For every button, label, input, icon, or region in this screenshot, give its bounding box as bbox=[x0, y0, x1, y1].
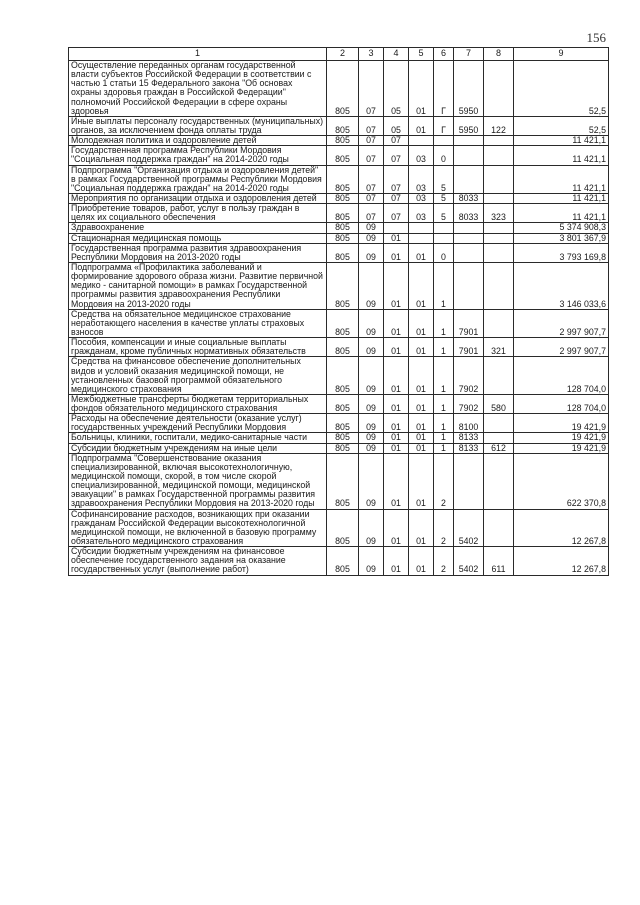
header-cell: 6 bbox=[434, 48, 454, 61]
code-cell bbox=[484, 309, 514, 337]
code-cell bbox=[434, 136, 454, 146]
code-cell: 01 bbox=[384, 443, 409, 453]
code-cell: 09 bbox=[359, 243, 384, 262]
code-cell: 01 bbox=[409, 414, 434, 433]
code-cell: 5402 bbox=[454, 509, 484, 547]
header-cell: 1 bbox=[69, 48, 327, 61]
code-cell: 01 bbox=[409, 509, 434, 547]
code-cell: 5950 bbox=[454, 61, 484, 117]
code-cell: 01 bbox=[384, 233, 409, 243]
code-cell: 09 bbox=[359, 233, 384, 243]
table-header-row bbox=[69, 48, 609, 61]
code-cell: 805 bbox=[327, 309, 359, 337]
amount-cell: 11 421,1 bbox=[514, 136, 609, 146]
code-cell bbox=[454, 233, 484, 243]
code-cell bbox=[484, 453, 514, 509]
amount-cell: 11 421,1 bbox=[514, 165, 609, 193]
table-row bbox=[69, 136, 609, 146]
code-cell: 01 bbox=[409, 357, 434, 395]
code-cell: 1 bbox=[434, 443, 454, 453]
code-cell bbox=[484, 146, 514, 165]
code-cell: 805 bbox=[327, 262, 359, 309]
table-row bbox=[69, 223, 609, 233]
code-cell: 01 bbox=[409, 309, 434, 337]
table-row bbox=[69, 165, 609, 193]
code-cell: 01 bbox=[409, 262, 434, 309]
code-cell: 07 bbox=[359, 165, 384, 193]
code-cell: 7901 bbox=[454, 309, 484, 337]
code-cell: Г bbox=[434, 61, 454, 117]
row-name-cell: Средства на обязательное медицинское страхование неработающего населения в качестве уплаты страховых взносов bbox=[69, 309, 327, 337]
table-row bbox=[69, 414, 609, 433]
code-cell: 805 bbox=[327, 116, 359, 135]
row-name-cell: Мероприятия по организации отдыха и оздоровления детей bbox=[69, 193, 327, 203]
code-cell: 8033 bbox=[454, 204, 484, 223]
code-cell bbox=[409, 223, 434, 233]
table-row bbox=[69, 547, 609, 575]
code-cell: 805 bbox=[327, 443, 359, 453]
table-row bbox=[69, 116, 609, 135]
code-cell: 805 bbox=[327, 547, 359, 575]
code-cell: 09 bbox=[359, 338, 384, 357]
code-cell bbox=[484, 193, 514, 203]
code-cell: 805 bbox=[327, 394, 359, 413]
code-cell: 01 bbox=[384, 394, 409, 413]
amount-cell: 52,5 bbox=[514, 61, 609, 117]
table-row bbox=[69, 204, 609, 223]
code-cell: 01 bbox=[384, 433, 409, 443]
code-cell: 805 bbox=[327, 433, 359, 443]
code-cell: 01 bbox=[384, 509, 409, 547]
code-cell: 805 bbox=[327, 338, 359, 357]
row-name-cell: Государственная программа Республики Мордовия "Социальная поддержка граждан" на 2014-2020 годы bbox=[69, 146, 327, 165]
row-name-cell: Подпрограмма «Профилактика заболеваний и формирование здорового образа жизни. Развитие первичной медико - санитарной помощи» в рамках Государственной программы развития здравоохранения Республики Мордовия на 2013-2020 годы bbox=[69, 262, 327, 309]
row-name-cell: Субсидии бюджетным учреждениям на финансовое обеспечение государственного задания на оказание государственных услуг (выполнение работ) bbox=[69, 547, 327, 575]
amount-cell: 12 267,8 bbox=[514, 509, 609, 547]
row-name-cell: Осуществление переданных органам государственной власти субъектов Российской Федерации в соответствии с частью 1 статьи 15 Федерального закона "Об основах охраны здоровья граждан в Российской Федерации" полномочий Российской Федерации в сфере охраны здоровья bbox=[69, 61, 327, 117]
amount-cell: 12 267,8 bbox=[514, 547, 609, 575]
code-cell: 805 bbox=[327, 243, 359, 262]
code-cell bbox=[484, 243, 514, 262]
code-cell: 05 bbox=[384, 61, 409, 117]
code-cell: 1 bbox=[434, 414, 454, 433]
code-cell: 09 bbox=[359, 223, 384, 233]
amount-cell: 3 801 367,9 bbox=[514, 233, 609, 243]
amount-cell: 128 704,0 bbox=[514, 357, 609, 395]
code-cell: 07 bbox=[384, 165, 409, 193]
code-cell: 1 bbox=[434, 357, 454, 395]
amount-cell: 3 793 169,8 bbox=[514, 243, 609, 262]
code-cell: 01 bbox=[384, 338, 409, 357]
code-cell: 07 bbox=[359, 61, 384, 117]
code-cell: 805 bbox=[327, 146, 359, 165]
code-cell bbox=[484, 433, 514, 443]
code-cell: 07 bbox=[384, 193, 409, 203]
code-cell: 09 bbox=[359, 443, 384, 453]
amount-cell: 19 421,9 bbox=[514, 414, 609, 433]
code-cell: 09 bbox=[359, 453, 384, 509]
table-row bbox=[69, 394, 609, 413]
row-name-cell: Софинансирование расходов, возникающих при оказании гражданам Российской Федерации высокотехнологичной медицинской помощи, не включенной в базовую программу обязательного медицинского страхования bbox=[69, 509, 327, 547]
code-cell: 03 bbox=[409, 204, 434, 223]
row-name-cell: Средства на финансовое обеспечение дополнительных видов и условий оказания медицинской помощи, не установленных базовой программой обязательного медицинского страхования bbox=[69, 357, 327, 395]
table-row bbox=[69, 453, 609, 509]
table-row bbox=[69, 433, 609, 443]
row-name-cell: Межбюджетные трансферты бюджетам территориальных фондов обязательного медицинского страхования bbox=[69, 394, 327, 413]
code-cell: 07 bbox=[359, 136, 384, 146]
code-cell: 1 bbox=[434, 309, 454, 337]
amount-cell: 622 370,8 bbox=[514, 453, 609, 509]
table-row bbox=[69, 233, 609, 243]
code-cell: 01 bbox=[409, 338, 434, 357]
code-cell: 8033 bbox=[454, 193, 484, 203]
amount-cell: 5 374 908,3 bbox=[514, 223, 609, 233]
code-cell: 122 bbox=[484, 116, 514, 135]
code-cell: 01 bbox=[384, 243, 409, 262]
code-cell: 7901 bbox=[454, 338, 484, 357]
amount-cell: 11 421,1 bbox=[514, 204, 609, 223]
code-cell: 805 bbox=[327, 136, 359, 146]
code-cell bbox=[409, 233, 434, 243]
code-cell: 805 bbox=[327, 233, 359, 243]
table-row bbox=[69, 146, 609, 165]
code-cell bbox=[484, 509, 514, 547]
code-cell: 01 bbox=[409, 394, 434, 413]
header-cell: 7 bbox=[454, 48, 484, 61]
code-cell: 09 bbox=[359, 509, 384, 547]
code-cell: 323 bbox=[484, 204, 514, 223]
page-number: 156 bbox=[586, 30, 606, 45]
row-name-cell: Подпрограмма "Совершенствование оказания специализированной, включая высокотехнологичную, медицинской помощи, скорой, в том числе скорой специализированной, медицинской помощи, медицинской эвакуации" в рамках Государственной программы развития здравоохранения Республики Мордовия на 2013-2020 годы bbox=[69, 453, 327, 509]
code-cell: 01 bbox=[384, 414, 409, 433]
code-cell: 07 bbox=[384, 136, 409, 146]
table-row bbox=[69, 509, 609, 547]
code-cell bbox=[454, 146, 484, 165]
header-cell: 4 bbox=[384, 48, 409, 61]
code-cell: 805 bbox=[327, 204, 359, 223]
code-cell: 01 bbox=[409, 453, 434, 509]
code-cell: 7902 bbox=[454, 394, 484, 413]
row-name-cell: Подпрограмма "Организация отдыха и оздоровления детей" в рамках Государственной программы Республики Мордовия "Социальная поддержка граждан" на 2014-2020 годы bbox=[69, 165, 327, 193]
code-cell: 09 bbox=[359, 262, 384, 309]
code-cell bbox=[484, 165, 514, 193]
code-cell: 0 bbox=[434, 146, 454, 165]
header-cell: 9 bbox=[514, 48, 609, 61]
amount-cell: 11 421,1 bbox=[514, 193, 609, 203]
row-name-cell: Пособия, компенсации и иные социальные выплаты гражданам, кроме публичных нормативных обязательств bbox=[69, 338, 327, 357]
code-cell: 01 bbox=[409, 116, 434, 135]
code-cell bbox=[484, 61, 514, 117]
code-cell: 5 bbox=[434, 193, 454, 203]
header-cell: 8 bbox=[484, 48, 514, 61]
table-row bbox=[69, 309, 609, 337]
code-cell bbox=[484, 357, 514, 395]
code-cell: 612 bbox=[484, 443, 514, 453]
code-cell: 07 bbox=[359, 146, 384, 165]
table-row bbox=[69, 443, 609, 453]
code-cell: 805 bbox=[327, 61, 359, 117]
code-cell: 09 bbox=[359, 414, 384, 433]
code-cell: 805 bbox=[327, 193, 359, 203]
code-cell: 01 bbox=[384, 547, 409, 575]
code-cell: 09 bbox=[359, 357, 384, 395]
code-cell: 09 bbox=[359, 547, 384, 575]
code-cell: 09 bbox=[359, 309, 384, 337]
code-cell: 07 bbox=[384, 204, 409, 223]
code-cell: 07 bbox=[384, 146, 409, 165]
header-cell: 5 bbox=[409, 48, 434, 61]
amount-cell: 19 421,9 bbox=[514, 443, 609, 453]
code-cell: 8100 bbox=[454, 414, 484, 433]
code-cell: 5402 bbox=[454, 547, 484, 575]
code-cell: 03 bbox=[409, 165, 434, 193]
code-cell: 5 bbox=[434, 204, 454, 223]
code-cell: 0 bbox=[434, 243, 454, 262]
row-name-cell: Расходы на обеспечение деятельности (оказание услуг) государственных учреждений Республики Мордовия bbox=[69, 414, 327, 433]
code-cell bbox=[454, 136, 484, 146]
code-cell: 1 bbox=[434, 338, 454, 357]
code-cell: 611 bbox=[484, 547, 514, 575]
code-cell: 1 bbox=[434, 262, 454, 309]
amount-cell: 52,5 bbox=[514, 116, 609, 135]
row-name-cell: Стационарная медицинская помощь bbox=[69, 233, 327, 243]
amount-cell: 3 146 033,6 bbox=[514, 262, 609, 309]
table-row bbox=[69, 61, 609, 117]
code-cell: 5950 bbox=[454, 116, 484, 135]
code-cell: 01 bbox=[384, 262, 409, 309]
code-cell bbox=[454, 262, 484, 309]
code-cell: 07 bbox=[359, 193, 384, 203]
code-cell bbox=[484, 262, 514, 309]
code-cell: 805 bbox=[327, 509, 359, 547]
code-cell: 8133 bbox=[454, 433, 484, 443]
header-cell: 3 bbox=[359, 48, 384, 61]
code-cell: 580 bbox=[484, 394, 514, 413]
code-cell: 1 bbox=[434, 394, 454, 413]
table-body bbox=[69, 61, 609, 576]
code-cell bbox=[434, 233, 454, 243]
code-cell: 01 bbox=[409, 433, 434, 443]
code-cell: 05 bbox=[384, 116, 409, 135]
code-cell bbox=[454, 243, 484, 262]
code-cell bbox=[454, 223, 484, 233]
amount-cell: 11 421,1 bbox=[514, 146, 609, 165]
code-cell: 01 bbox=[409, 243, 434, 262]
code-cell bbox=[384, 223, 409, 233]
row-name-cell: Государственная программа развития здравоохранения Республики Мордовия на 2013-2020 годы bbox=[69, 243, 327, 262]
row-name-cell: Приобретение товаров, работ, услуг в пользу граждан в целях их социального обеспечения bbox=[69, 204, 327, 223]
table-row bbox=[69, 338, 609, 357]
code-cell: 01 bbox=[384, 309, 409, 337]
table-row bbox=[69, 357, 609, 395]
table-row bbox=[69, 262, 609, 309]
code-cell: 805 bbox=[327, 453, 359, 509]
table-row bbox=[69, 193, 609, 203]
code-cell: 03 bbox=[409, 193, 434, 203]
code-cell: 2 bbox=[434, 547, 454, 575]
header-cell: 2 bbox=[327, 48, 359, 61]
code-cell bbox=[409, 136, 434, 146]
amount-cell: 2 997 907,7 bbox=[514, 338, 609, 357]
table-row bbox=[69, 243, 609, 262]
row-name-cell: Иные выплаты персоналу государственных (муниципальных) органов, за исключением фонда оплаты труда bbox=[69, 116, 327, 135]
code-cell: 7902 bbox=[454, 357, 484, 395]
code-cell: 321 bbox=[484, 338, 514, 357]
code-cell: 01 bbox=[409, 547, 434, 575]
code-cell: 805 bbox=[327, 223, 359, 233]
code-cell: 03 bbox=[409, 146, 434, 165]
code-cell: 1 bbox=[434, 433, 454, 443]
code-cell bbox=[454, 453, 484, 509]
code-cell: 01 bbox=[409, 61, 434, 117]
amount-cell: 128 704,0 bbox=[514, 394, 609, 413]
row-name-cell: Больницы, клиники, госпитали, медико-санитарные части bbox=[69, 433, 327, 443]
code-cell: 01 bbox=[409, 443, 434, 453]
budget-table bbox=[68, 47, 609, 576]
code-cell: 2 bbox=[434, 509, 454, 547]
code-cell: 2 bbox=[434, 453, 454, 509]
code-cell bbox=[434, 223, 454, 233]
code-cell: 09 bbox=[359, 394, 384, 413]
code-cell: 07 bbox=[359, 116, 384, 135]
row-name-cell: Здравоохранение bbox=[69, 223, 327, 233]
code-cell: 5 bbox=[434, 165, 454, 193]
amount-cell: 2 997 907,7 bbox=[514, 309, 609, 337]
code-cell bbox=[484, 414, 514, 433]
code-cell bbox=[454, 165, 484, 193]
code-cell bbox=[484, 136, 514, 146]
code-cell bbox=[484, 233, 514, 243]
code-cell: 01 bbox=[384, 357, 409, 395]
code-cell: 805 bbox=[327, 414, 359, 433]
amount-cell: 19 421,9 bbox=[514, 433, 609, 443]
code-cell bbox=[484, 223, 514, 233]
code-cell: 8133 bbox=[454, 443, 484, 453]
code-cell: 07 bbox=[359, 204, 384, 223]
code-cell: Г bbox=[434, 116, 454, 135]
code-cell: 01 bbox=[384, 453, 409, 509]
row-name-cell: Субсидии бюджетным учреждениям на иные цели bbox=[69, 443, 327, 453]
code-cell: 805 bbox=[327, 165, 359, 193]
code-cell: 805 bbox=[327, 357, 359, 395]
row-name-cell: Молодежная политика и оздоровление детей bbox=[69, 136, 327, 146]
code-cell: 09 bbox=[359, 433, 384, 443]
